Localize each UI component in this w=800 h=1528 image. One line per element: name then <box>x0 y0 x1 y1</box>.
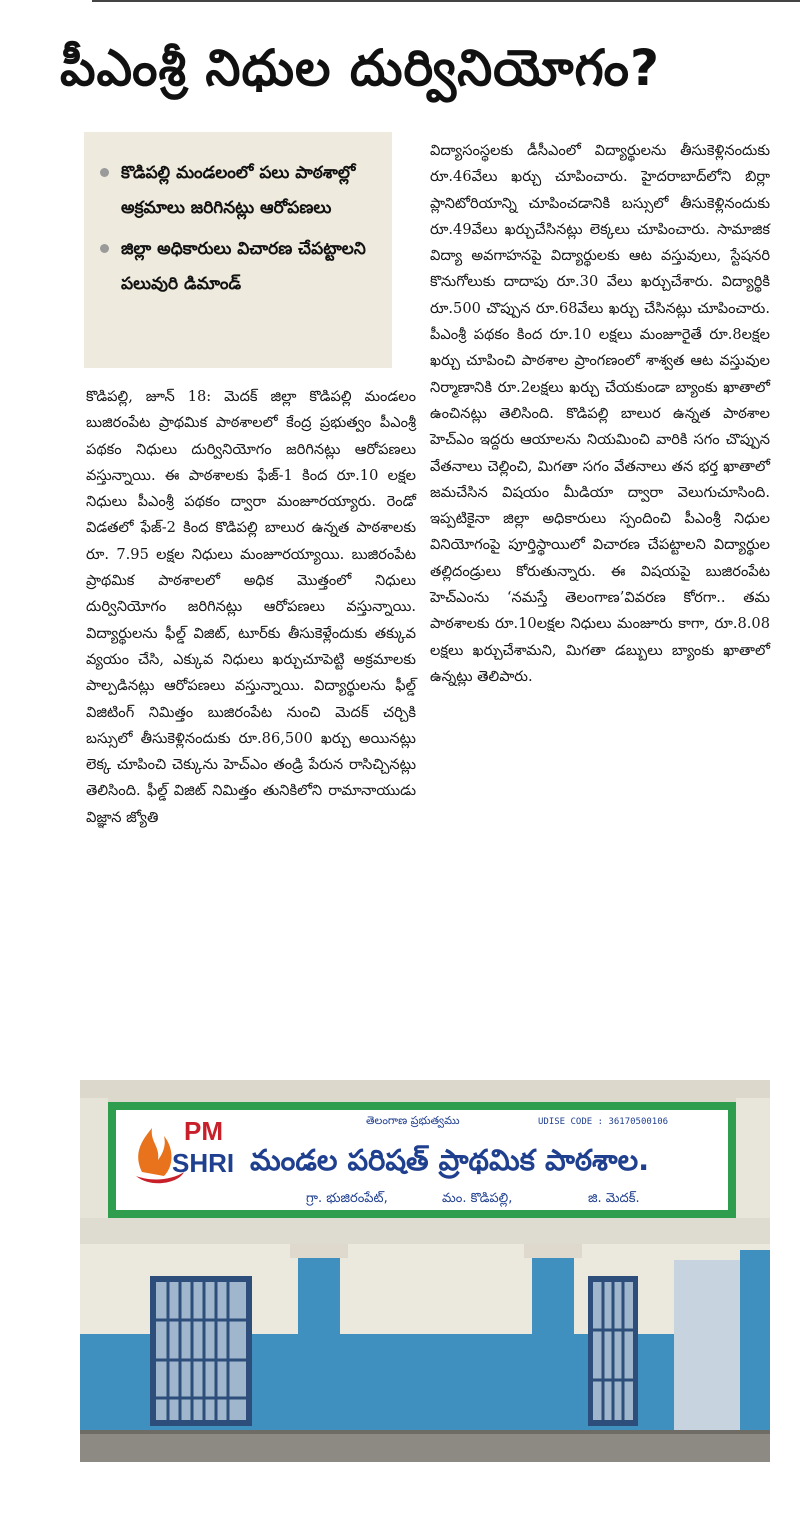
article-right-column: విద్యాసంస్థలకు డీసీఎంలో విద్యార్థులను తీసుకెళ్లినందుకు రూ.46వేలు ఖర్చు చూపించారు. హైదరాబాద్‌లోని బిర్లా ప్లానిటోరియాన్ని చూపించడానికి బస్సులో తీసుకెళ్లినందుకు రూ.49వేలు ఖర్చుచేసినట్లు లెక్కలు చూపించారు. సామాజిక విద్యా అవగాహనపై విద్యార్థులకు ఆట వస్తువులు, స్టేషనరి కొనుగోలుకు దాదాపు రూ.30 వేలు ఖర్చుచేశారు. విద్యార్థికి రూ.500 చొప్పున రూ.68వేలు ఖర్చు చేసినట్లు చూపించారు. పీఎంశ్రీ పథకం కింద రూ.10 లక్షలు మంజూరైతే రూ.8లక్షల ఖర్చు చూపించి పాఠశాల ప్రాంగణంలో శాశ్వత ఆట వస్తువుల నిర్మాణానికి రూ.2లక్షలు ఖర్చు చేయకుండా బ్యాంకు ఖాతాలో ఉంచినట్లు తెలిసింది. కొడిపల్లి బాలుర ఉన్నత పాఠశాల హెచ్ఎం ఇద్దరు ఆయాలను నియమించి వారికి సగం చొప్పున వేతనాలు చెల్లించి, మిగతా సగం వేతనాలు తన భర్త ఖాతాలో జమచేసిన విషయం మీడియా ద్వారా వెలుగుచూసింది. ఇప్పటికైనా జిల్లా అధికారులు స్పందించి పీఎంశ్రీ నిధుల వినియోగంపై పూర్తిస్థాయిలో విచారణ చేపట్టాలని విద్యార్థుల తల్లిదండ్రులు కోరుతున్నారు. ఈ విషయపై బుజిరంపేట హెచ్ఎంను ‘నమస్తే తెలంగాణ’వివరణ కోరగా.. తమ పాఠశాలకు రూ.10లక్షల నిధులు మంజూరు కాగా, రూ.8.08 లక్షలు ఖర్చుచేశామని, మిగతా డబ్బులు బ్యాంకు ఖాతాలో ఉన్నట్లు తెలిపారు. <box>430 142 770 685</box>
pillar <box>532 1244 574 1450</box>
highlight-bullet <box>100 232 382 302</box>
highlight-text: జిల్లా అధికారులు విచారణ చేపట్టాలని పలువురి డిమాండ్ <box>121 239 366 294</box>
school-building-illustration <box>80 1080 770 1462</box>
highlight-bullet <box>100 156 382 226</box>
article-left-column: కొడిపల్లి, జూన్ 18: మెదక్ జిల్లా కొడిపల్లి మండలం బుజిరంపేట ప్రాథమిక పాఠశాలలో కేంద్ర ప్రభుత్వం పీఎంశ్రీ పథకం నిధులు దుర్వినియోగం జరిగినట్లు ఆరోపణలు వస్తున్నాయి. ఈ పాఠశాలకు ఫేజ్-1 కింద రూ.10 లక్షల నిధులు పీఎంశ్రీ పథకం ద్వారా మంజూరయ్యారు. రెండో విడతలో ఫేజ్-2 కింద కొడిపల్లి బాలుర ఉన్నత పాఠశాలకు రూ. 7.95 లక్షల నిధులు మంజూరయ్యాయి. బుజిరంపేట ప్రాథమిక పాఠశాలలో అధిక మొత్తంలో నిధులు దుర్వినియోగం జరిగినట్లు ఆరోపణలు వస్తున్నాయి. విద్యార్థులను ఫీల్డ్ విజిట్, టూర్‌కు తీసుకెళ్లేందుకు తక్కువ వ్యయం చేసి, ఎక్కువ నిధులు ఖర్చుచూపెట్టి అక్రమాలకు పాల్పడినట్లు ఆరోపణలు వస్తున్నాయి. విద్యార్థులను ఫీల్డ్ విజిటింగ్ నిమిత్తం బుజిరంపేట నుంచి మెదక్ చర్చికి బస్సులో తీసుకెళ్లినందుకు రూ.86,500 ఖర్చు అయినట్లు లెక్క చూపించి చెక్కును హెచ్ఎం తండ్రి పేరున రాసిచ్చినట్లు తెలిసింది. ఫీల్డ్ విజిట్ నిమిత్తం తునికిలోని రామానాయుడు విజ్ఞాన జ్యోతి <box>86 388 416 826</box>
district-text: జి. మెదక్. <box>588 1191 640 1206</box>
govt-line: తెలంగాణ ప్రభుత్వము <box>366 1114 460 1127</box>
school-name: మండల పరిషత్ ప్రాథమిక పాఠశాల. <box>250 1143 650 1177</box>
headline: పీఎంశ్రీ నిధుల దుర్వినియోగం? <box>60 39 661 97</box>
right-door-grill <box>588 1276 638 1426</box>
bullet-dot-icon <box>100 244 109 253</box>
top-rule <box>92 0 800 2</box>
pillar <box>298 1244 340 1450</box>
highlight-text: కొడిపల్లి మండలంలో పలు పాఠశాల్లో అక్రమాలు జరిగినట్లు ఆరోపణలు <box>121 163 356 218</box>
logo-shri-text: SHRI <box>172 1148 235 1178</box>
school-photo <box>80 1080 770 1462</box>
logo-pm-text: PM <box>184 1116 223 1146</box>
highlight-box <box>84 132 392 368</box>
bullet-dot-icon <box>100 168 109 177</box>
left-door-grill <box>150 1276 252 1426</box>
udise-code: UDISE CODE : 36170500106 <box>538 1117 669 1127</box>
mandal-text: మం. కొడిపల్లి, <box>442 1191 513 1206</box>
village-text: గ్రా. భుజిరంపేట్, <box>306 1191 388 1206</box>
